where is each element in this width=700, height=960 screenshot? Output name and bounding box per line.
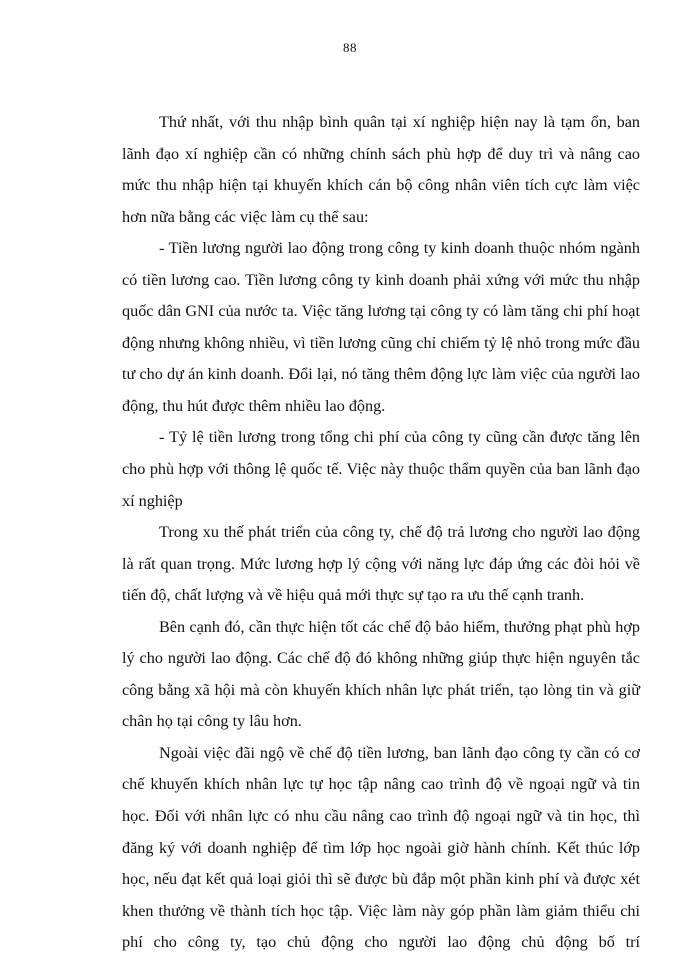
paragraph-insurance: Bên cạnh đó, cần thực hiện tốt các chế độ bảo hiểm, thưởng phạt phù hợp lý cho người lao động. Các chế độ đó không những giúp thực hiện nguyên tắc công bằng xã hội mà còn khuyến khích nhân lực phát triển, tạo lòng tin và giữ chân họ tại công ty lâu hơn. bbox=[122, 617, 640, 731]
paragraph-intro: Thứ nhất, với thu nhập bình quân tại xí nghiệp hiện nay là tạm ổn, ban lãnh đạo xí nghiệp cần có những chính sách phù hợp để duy trì và nâng cao mức thu nhập hiện tại khuyến khích cán bộ công nhân viên tích cực làm việc hơn nữa bằng các việc làm cụ thể sau: bbox=[122, 113, 640, 226]
body-text bbox=[122, 107, 640, 959]
paragraph-bullet-ratio: - Tỷ lệ tiền lương trong tổng chi phí của công ty cũng cần được tăng lên cho phù hợp với thông lệ quốc tế. Việc này thuộc thẩm quyền của ban lãnh đạo xí nghiệp bbox=[122, 428, 640, 510]
page-number: 88 bbox=[343, 40, 357, 55]
paragraph-training: Ngoài việc đãi ngộ về chế độ tiền lương, ban lãnh đạo công ty cần có cơ chế khuyến khích nhân lực tự học tập nâng cao trình độ về ngoại ngữ và tin học. Đối với nhân lực có nhu cầu nâng cao trình độ ngoại ngữ và tin học, thì đăng ký với doanh nghiệp để tìm lớp học ngoài giờ hành chính. Kết thúc lớp học, nếu đạt kết quả loại giỏi thì sẽ được bù đắp một phần kinh phí và được xét khen thưởng về thành tích học tập. Việc làm này góp phần làm giảm thiểu chi phí cho công ty, tạo chủ động cho người lao động chủ động bố trí bbox=[122, 743, 640, 952]
paragraph-salary-importance: Trong xu thế phát triển của công ty, chế độ trả lương cho người lao động là rất quan trọng. Mức lương hợp lý cộng với năng lực đáp ứng các đòi hỏi về tiến độ, chất lượng và về hiệu quả mới thực sự tạo ra ưu thế cạnh tranh. bbox=[122, 523, 640, 605]
paragraph-bullet-salary: - Tiền lương người lao động trong công ty kinh doanh thuộc nhóm ngành có tiền lương cao. Tiền lương công ty kinh doanh phải xứng với mức thu nhập quốc dân GNI của nước ta. Việc tăng lương tại công ty có làm tăng chi phí hoạt động nhưng không nhiều, vì tiền lương cũng chỉ chiếm tỷ lệ nhỏ trong mức đầu tư cho dự án kinh doanh. Đổi lại, nó tăng thêm động lực làm việc của người lao động, thu hút được thêm nhiều lao động. bbox=[122, 239, 640, 415]
